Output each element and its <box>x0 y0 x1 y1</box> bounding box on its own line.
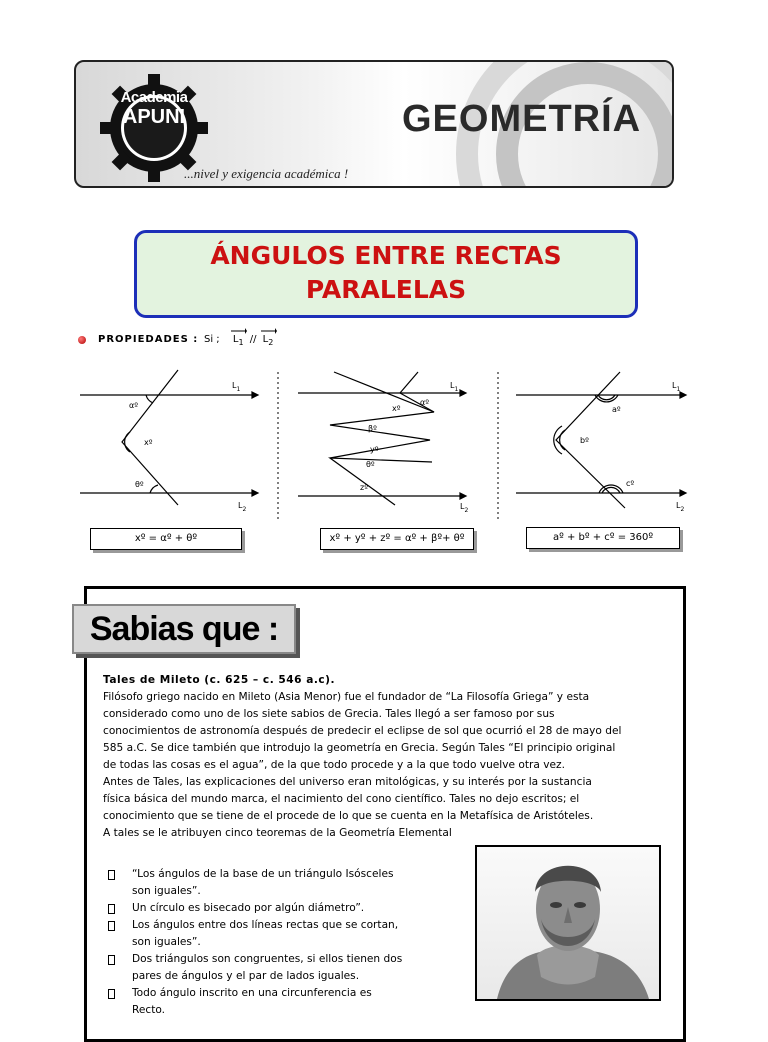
l1-subscript: 1 <box>238 338 244 347</box>
label-l1: $L_1$ <box>450 381 459 393</box>
formula-box-3: aº + bº + cº = 360º <box>526 527 680 549</box>
checkbox-bullet-icon <box>108 921 115 931</box>
bust-image-icon <box>477 847 659 999</box>
angle-arc-alpha <box>146 395 153 403</box>
theorem-text: Un círculo es bisecado por algún diámetro”. <box>132 902 365 914</box>
list-item <box>108 866 428 900</box>
line-l2 <box>263 334 274 347</box>
arrow-head-icon <box>252 490 258 496</box>
label-x: xº <box>392 404 401 413</box>
bio-line: considerado como uno de los siete sabios de Grecia. Tales llegó a ser famoso por sus <box>103 708 555 720</box>
page-title-box <box>134 230 638 318</box>
properties-label: PROPIEDADES : <box>98 334 199 345</box>
vector-arrow-icon <box>261 328 277 334</box>
label-theta: θº <box>135 480 144 489</box>
list-item <box>108 985 428 1019</box>
angle-arc-b <box>560 430 565 450</box>
checkbox-bullet-icon <box>108 955 115 965</box>
label-l2: $L_2$ <box>460 502 469 514</box>
label-l1: $L_1$ <box>672 381 681 393</box>
properties-condition <box>204 334 273 347</box>
label-a: aº <box>612 405 621 414</box>
angle-arc-a <box>598 395 615 400</box>
list-item <box>108 951 428 985</box>
bio-heading: Tales de Mileto (c. 625 – c. 546 a.c). <box>103 674 336 686</box>
angle-arc-b-outer <box>554 426 562 454</box>
theorems-list <box>108 866 428 1019</box>
checkbox-bullet-icon <box>108 989 115 999</box>
label-y: yº <box>370 445 379 454</box>
formula-box-1: xº = αº + θº <box>90 528 242 550</box>
arrow-head-icon <box>252 392 258 398</box>
l2-subscript: 2 <box>268 338 274 347</box>
list-item <box>108 900 428 917</box>
theorem-text: Los ángulos entre dos líneas rectas que se cortan, <box>132 919 399 931</box>
bio-line: conocimientos de astronomía después de predecir el eclipse de sol que ocurrió el 28 de mayo del <box>103 725 622 737</box>
checkbox-bullet-icon <box>108 904 115 914</box>
header-banner <box>74 60 674 188</box>
l1-letter: L <box>232 334 239 345</box>
label-l2: $L_2$ <box>238 501 247 513</box>
subject-title: GEOMETRÍA <box>402 98 642 140</box>
brand-apuni: APUNI <box>122 106 186 128</box>
formula-box-2: xº + yº + zº = αº + βº+ θº <box>320 528 474 550</box>
sabias-que-tag: Sabias que : <box>72 604 296 654</box>
label-alpha: αº <box>129 401 139 410</box>
diagram-3 <box>516 372 686 508</box>
checkbox-bullet-icon <box>108 870 115 880</box>
label-theta: θº <box>366 460 375 469</box>
label-l2: $L_2$ <box>676 501 685 513</box>
label-alpha: αº <box>420 398 430 407</box>
line-l1 <box>233 334 244 347</box>
list-item <box>108 917 428 951</box>
bio-line: Filósofo griego nacido en Mileto (Asia Menor) fue el fundador de “La Filosofía Griega” y esta <box>103 691 590 703</box>
thales-portrait <box>475 845 661 1001</box>
tagline: ...nivel y exigencia académica ! <box>184 166 349 181</box>
label-b: bº <box>580 436 589 445</box>
label-x: xº <box>144 438 153 447</box>
diagram-2 <box>298 372 466 505</box>
title-line-1: ÁNGULOS ENTRE RECTAS <box>210 241 562 270</box>
bio-line: física básica del mundo marca, el nacimiento del cono científico. Tales no dejo escritos; el <box>103 793 580 805</box>
transversal-top <box>400 372 418 393</box>
arrow-head-icon <box>460 493 466 499</box>
label-beta: βº <box>368 424 377 433</box>
angle-arc-x <box>125 432 130 452</box>
bio-line: 585 a.C. Se dice también que introdujo la geometría en Grecia. Según Tales “El principio original <box>103 742 616 754</box>
bullet-icon <box>78 336 86 344</box>
theorem-text: son iguales”. <box>132 936 201 948</box>
zigzag-transversal <box>330 372 434 505</box>
theorem-text: Todo ángulo inscrito en una circunferencia es <box>132 987 372 999</box>
theorem-text: son iguales”. <box>132 885 201 897</box>
arrow-head-icon <box>460 390 466 396</box>
theorem-text: pares de ángulos y el par de lados iguales. <box>132 970 360 982</box>
label-c: cº <box>626 479 635 488</box>
theorem-text: Dos triángulos son congruentes, si ellos tienen dos <box>132 953 403 965</box>
bio-line: de todas las cosas es el agua”, de la que todo procede y a la que todo vuelve otra vez. <box>103 759 565 771</box>
title-line-2: PARALELAS <box>305 275 467 304</box>
theorem-text: Recto. <box>132 1004 166 1016</box>
tales-bio <box>103 672 633 842</box>
bio-line: conocimiento que se tiene de el procede de lo que se cuenta en la Metafísica de Aristóteles. <box>103 810 594 822</box>
arrow-head-icon <box>680 490 686 496</box>
brand-academia: Academia <box>120 89 188 106</box>
diagram-1 <box>80 370 258 505</box>
label-l1: $L_1$ <box>232 381 241 393</box>
condition-text: Si ; <box>204 334 220 345</box>
l2-letter: L <box>262 334 269 345</box>
label-z: zº <box>360 483 368 492</box>
bio-line: Antes de Tales, las explicaciones del universo eran mitológicas, y su interés por la sustancia <box>103 776 592 788</box>
theorem-text: “Los ángulos de la base de un triángulo Isósceles <box>132 868 394 880</box>
angle-arc-theta <box>150 485 158 493</box>
parallel-symbol: // <box>249 334 257 345</box>
arrow-head-icon <box>680 392 686 398</box>
bio-line: A tales se le atribuyen cinco teoremas de la Geometría Elemental <box>103 827 452 839</box>
vector-arrow-icon <box>231 328 247 334</box>
